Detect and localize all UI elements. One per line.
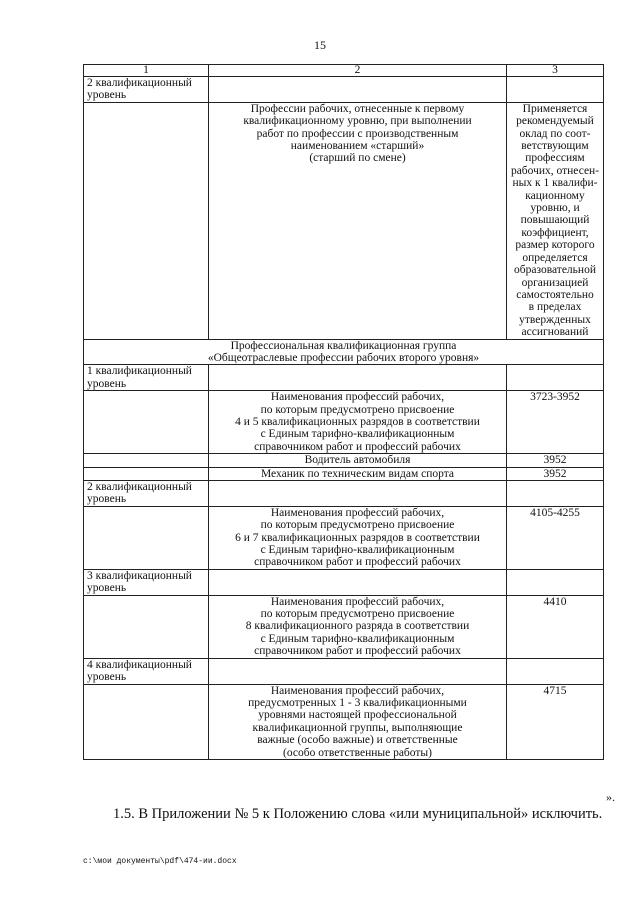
salary-value: Применяется рекомендуемый оклад по соот- ветствующим профессиям рабочих, отнесен- ных к 1 квалифи- кационному уровню, и повышающий коэффициент, размер которого определяется образовательной организацией самостоятельно в пределах утвержденных ассигнований (507, 102, 604, 339)
empty-cell (84, 684, 209, 759)
salary-table (83, 64, 604, 760)
empty-cell (209, 77, 507, 103)
group-title-row (84, 339, 604, 365)
profession-name: Механик по техническим видам спорта (209, 467, 507, 480)
file-path-footer: c:\мои документы\pdf\474-ии.docx (83, 857, 237, 866)
empty-cell (84, 102, 209, 339)
profession-row (84, 595, 604, 658)
column-header: 1 (84, 65, 209, 77)
column-header: 2 (209, 65, 507, 77)
level-label: 3 квалификационный уровень (84, 569, 209, 595)
level-label: 2 квалификационный уровень (84, 77, 209, 103)
table-header-row (84, 65, 604, 77)
empty-cell (84, 454, 209, 467)
empty-cell (84, 506, 209, 569)
profession-name: Наименования профессий рабочих, по которым предусмотрено присвоение 4 и 5 квалификационных разрядов в соответствии с Единым тарифно-квалификационным справочником работ и профессий рабочих (209, 391, 507, 454)
salary-value: 3952 (507, 454, 604, 467)
profession-name: Наименования профессий рабочих, по которым предусмотрено присвоение 8 квалификационного разряда в соответствии с Единым тарифно-квалификационным справочником работ и профессий рабочих (209, 595, 507, 658)
profession-row (84, 391, 604, 454)
level-row (84, 658, 604, 684)
closing-quote-mark: ». (606, 790, 615, 804)
page-number: 15 (314, 38, 326, 52)
profession-name: Наименования профессий рабочих, по которым предусмотрено присвоение 6 и 7 квалификационных разрядов в соответствии с Единым тарифно-квалификационным справочником работ и профессий рабочих (209, 506, 507, 569)
salary-value: 4410 (507, 595, 604, 658)
profession-name: Водитель автомобиля (209, 454, 507, 467)
salary-value: 3952 (507, 467, 604, 480)
profession-name: Профессии рабочих, отнесенные к первому квалификационному уровню, при выполнении работ по профессии с производственным наименованием «старший» (старший по смене) (209, 102, 507, 339)
level-label: 1 квалификационный уровень (84, 365, 209, 391)
empty-cell (507, 77, 604, 103)
profession-row (84, 684, 604, 759)
empty-cell (84, 595, 209, 658)
profession-row (84, 454, 604, 467)
group-title: Профессиональная квалификационная группа «Общеотраслевые профессии рабочих второго уровня» (84, 339, 604, 365)
column-header: 3 (507, 65, 604, 77)
empty-cell (507, 481, 604, 507)
level-row (84, 569, 604, 595)
level-row (84, 481, 604, 507)
salary-value: 3723-3952 (507, 391, 604, 454)
empty-cell (507, 569, 604, 595)
empty-cell (84, 467, 209, 480)
profession-row (84, 467, 604, 480)
level-row (84, 77, 604, 103)
salary-value: 4715 (507, 684, 604, 759)
empty-cell (209, 481, 507, 507)
profession-name: Наименования профессий рабочих, предусмотренных 1 - 3 квалификационными уровнями настоящей профессиональной квалификационной группы, выполняющие важные (особо важные) и ответственные (особо ответственные работы) (209, 684, 507, 759)
empty-cell (209, 365, 507, 391)
level-row (84, 365, 604, 391)
profession-row (84, 506, 604, 569)
level-label: 4 квалификационный уровень (84, 658, 209, 684)
empty-cell (507, 365, 604, 391)
empty-cell (507, 658, 604, 684)
empty-cell (209, 569, 507, 595)
profession-row (84, 102, 604, 339)
amendment-paragraph: 1.5. В Приложении № 5 к Положению слова «или муниципальной» исключить. (113, 806, 603, 822)
empty-cell (84, 391, 209, 454)
salary-value: 4105-4255 (507, 506, 604, 569)
empty-cell (209, 658, 507, 684)
level-label: 2 квалификационный уровень (84, 481, 209, 507)
